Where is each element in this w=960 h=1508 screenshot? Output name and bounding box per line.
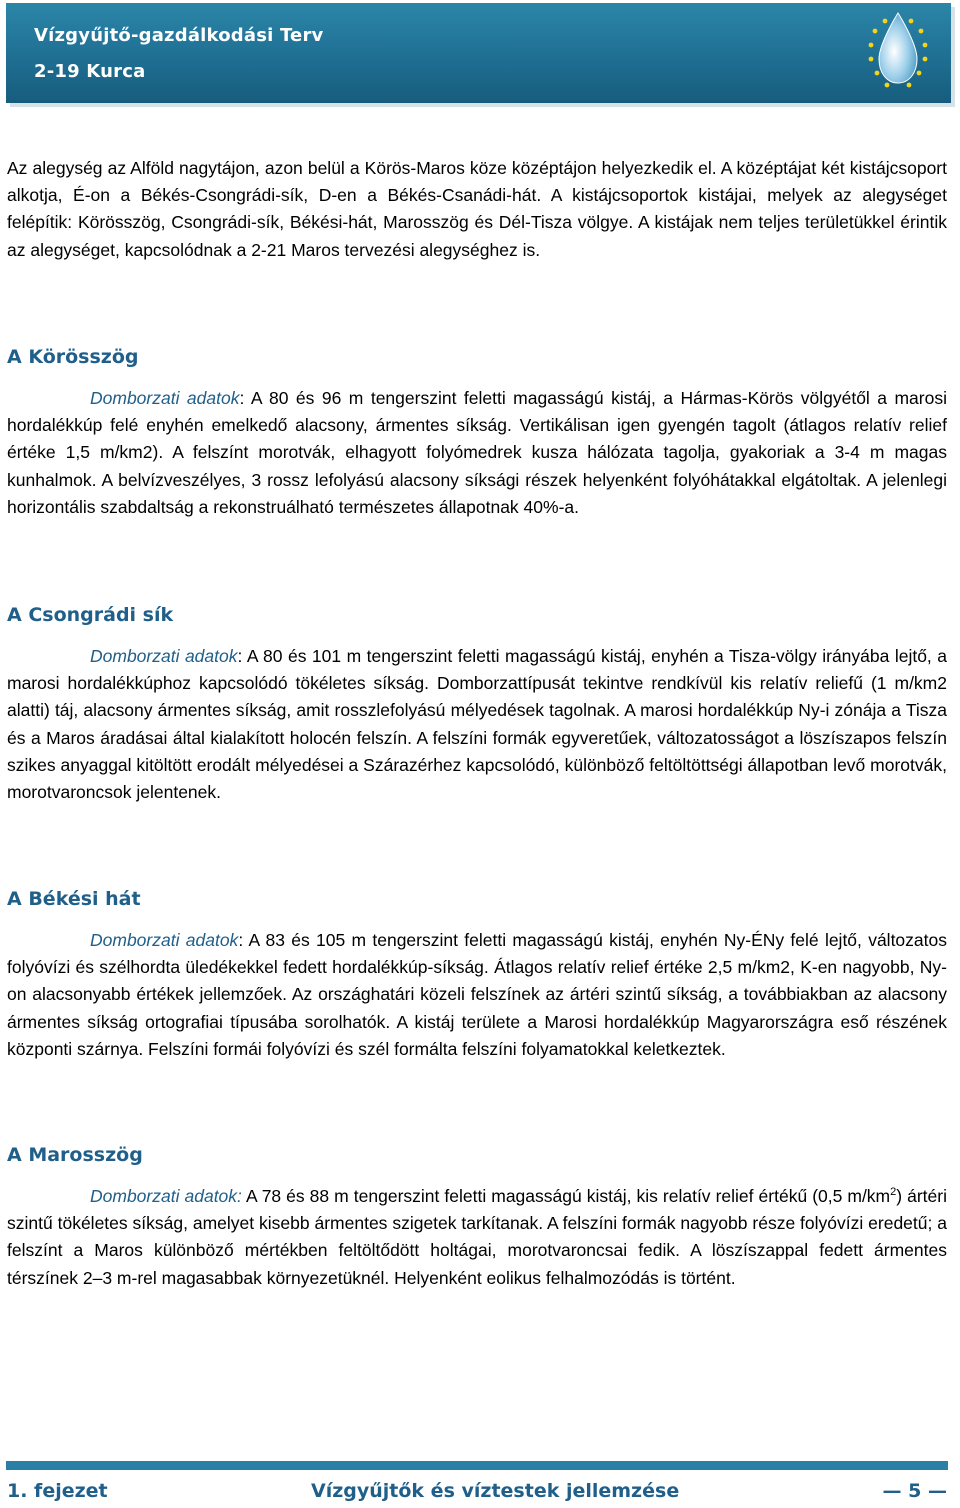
section-korosszog <box>7 345 947 521</box>
section-text: : A 80 és 96 m tengerszint feletti magasságú kistáj, a Hármas-Körös völgyétől a marosi hordalékkúp felé enyhén emelkedő alacsony, ármentes síkság. Vertikálisan igen gyengén tagolt (átlagos relatív relief értéke 1,5 m/km2). A felszínt morotvák, elhagyott folyómedrek kusza hálózata tagolja, gyakoriak a 3-4 m magas kunhalmok. A belvízveszélyes, 3 rossz lefolyású alacsony síksági részek helyenként folyóhátakkal elgátoltak. A jelenlegi horizontális szabdaltság a rekonstruálható természetes állapotnak 40%-a. <box>7 388 947 517</box>
section-csongradi-sik <box>7 603 947 806</box>
terrain-data-label: Domborzati adatok <box>90 646 238 666</box>
footer-chapter: 1. fejezet <box>7 1480 108 1502</box>
page-footer <box>7 1480 947 1506</box>
eu-water-drop-logo-icon <box>863 7 933 95</box>
section-heading: A Marosszög <box>7 1144 143 1166</box>
section-paragraph <box>7 385 947 521</box>
section-heading: A Békési hát <box>7 888 141 910</box>
terrain-data-label: Domborzati adatok <box>90 388 240 408</box>
footer-divider <box>6 1461 948 1470</box>
section-heading: A Körösszög <box>7 346 139 368</box>
terrain-data-label: Domborzati adatok <box>90 930 239 950</box>
header-title: Vízgyűjtő-gazdálkodási Terv <box>34 25 324 46</box>
section-text: ) ártéri szintű tökéletes síkság, amelyet kisebb ármentes szigetek tarkítanak. A felszíni formák nagyobb része folyóvízi eredetű; a felszínt a Maros különböző mértékben feltöltődött holtágai, morotvaroncsai fedik. A löszíszappal fedett ármentes térszínek 2–3 m-rel magasabbak környezetüknél. Helyenként eolikus felhalmozódás is történt. <box>7 1186 947 1288</box>
section-marosszog <box>7 1143 947 1292</box>
header-subtitle: 2-19 Kurca <box>34 61 146 82</box>
intro-paragraph: Az alegység az Alföld nagytájon, azon belül a Körös-Maros köze középtájon helyezkedik el. A középtájat két kistájcsoport alkotja, É-on a Békés-Csongrádi-sík, D-en a Békés-Csanádi-hát. A kistájcsoportok kistájai, melyek az alegységet felépítik: Körösszög, Csongrádi-sík, Békési-hát, Marosszög és Dél-Tisza völgye. A kistájak nem teljes területükkel érintik az alegységet, kapcsolódnak a 2-21 Maros tervezési alegységhez is. <box>7 158 947 260</box>
footer-chapter-title: Vízgyűjtők és víztestek jellemzése <box>311 1480 680 1502</box>
section-paragraph <box>7 643 947 806</box>
section-text: : A 83 és 105 m tengerszint feletti magasságú kistáj, enyhén Ny-ÉNy felé lejtő, változatos folyóvízi és szélhordta üledékekkel fedett hordalékkúp-síkság. Átlagos relatív relief értéke 2,5 m/km2, K-en nagyobb, Ny-on alacsonyabb értékek jellemzőek. Az országhatári közeli felszínek az ártéri szintű síkság, a továbbiakban az alacsony ármentes síkság ortografiai típusába sorolhatók. A kistáj területe a Marosi hordalékkúp Magyarországra eső részének központi szárnya. Felszíni formái folyóvízi és szél formálta felszíni folyamatokkal keletkeztek. <box>7 930 947 1059</box>
section-text: : A 80 és 101 m tengerszint feletti magasságú kistáj, enyhén a Tisza-völgy irányába lejtő, a marosi hordalékkúphoz kapcsolódó tökéletes síkság. Domborzattípusát tekintve rendkívül kis relatív reliefű (1 m/km2 alatti) táj, alacsony ármentes síkság, amit rosszlefolyású mélyedések tagolnak. A marosi hordalékkúp Ny-i zónája a Tisza és a Maros áradásai által kialakított holocén felszín. A felszíni formák egyveretűek, változatosságot a löszíszapos felszín szikes anyaggal kitöltött erodált mélyedései a Szárazérhez kapcsolódó, különböző feltöltöttségi állapotban levő morotvák, morotvaroncsok jelentenek. <box>7 646 947 803</box>
section-heading: A Csongrádi sík <box>7 604 174 626</box>
section-bekesi-hat <box>7 887 947 1063</box>
section-paragraph <box>7 927 947 1063</box>
superscript: 2 <box>890 1186 897 1199</box>
section-text: A 78 és 88 m tengerszint feletti magasságú kistáj, kis relatív relief értékű (0,5 m/km <box>241 1186 891 1206</box>
page-header <box>6 3 951 103</box>
footer-page-number: — 5 — <box>882 1480 947 1502</box>
section-paragraph <box>7 1183 947 1292</box>
terrain-data-label: Domborzati adatok: <box>90 1186 242 1206</box>
intro-block <box>7 155 947 264</box>
